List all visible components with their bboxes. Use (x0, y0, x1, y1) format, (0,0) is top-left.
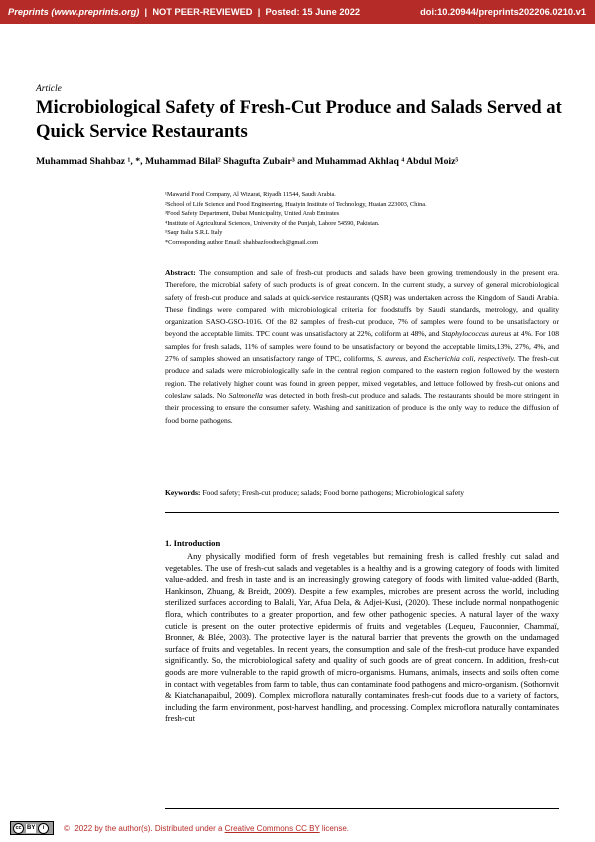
abstract-label: Abstract: (165, 268, 196, 277)
banner-info (8, 7, 360, 17)
abstract-text: The fresh-cut produce and salads were microbiologically safe in the central region compared to the eastern region followed by the western region. The relatively higher count was found in green pepper, mixed vegetables, and lettuce followed by fresh-cut onions and coleslaw salads. No (165, 354, 559, 400)
creative-commons-icon: cc (13, 823, 24, 834)
abstract-text: , and (405, 354, 424, 364)
review-status: NOT PEER-REVIEWED (152, 7, 253, 17)
doi-link[interactable]: doi:10.20944/preprints202206.0210.v1 (420, 7, 586, 17)
section-heading-introduction: 1. Introduction (165, 538, 221, 548)
abstract-text: at 4%. For 108 samples for fresh salads, 11% of samples were found to be unsatisfactory or beyond the acceptable limits,13%, 27%, 4%, and 27% of samples showed an unsatisfactory range of TPC, coliforms, (165, 329, 559, 364)
affiliation-item: ³Food Safety Department, Dubai Municipality, United Arab Emirates (165, 210, 340, 218)
cc-by-label: BY (27, 825, 36, 831)
banner-separator: | (139, 7, 153, 17)
affiliations (165, 190, 427, 248)
cc-by-badge[interactable] (10, 821, 54, 835)
keywords-text: Food safety; Fresh-cut produce; salads; Food borne pathogens; Microbiological safety (200, 488, 465, 497)
article-type: Article (36, 84, 62, 94)
author-list: Muhammad Shahbaz ¹, *, Muhammad Bilal² Shagufta Zubair³ and Muhammad Akhlaq ⁴ Abdul Moiz⁵ (36, 156, 459, 167)
preprint-banner (0, 0, 595, 24)
corresponding-author: *Corresponding author Email: shahbazfoodtech@gmail.com (165, 238, 319, 246)
affiliation-item: ¹Mawarid Food Company, Al Wizarat, Riyadh 11544, Saudi Arabia. (165, 191, 336, 198)
keywords (165, 488, 559, 497)
footer-divider (165, 808, 559, 809)
abstract-text: was detected in both fresh-cut produce and salads. The restaurants should be more stringent in their processing to ensure the consumer safety. Washing and sanitization of produce is the only way to reduce the diffusion of food borne pathogens. (165, 390, 560, 425)
affiliation-item: ⁴Institute of Agricultural Sciences, University of the Punjab, Lahore 54590, Pakistan. (165, 219, 380, 227)
abstract-species: Staphylococcus aureus (441, 329, 512, 339)
license-prefix: © 2022 by the author(s). Distributed under a (64, 824, 225, 833)
paper-title: Microbiological Safety of Fresh-Cut Produce and Salads Served at Quick Service Restaurants (36, 97, 562, 142)
license-suffix: license. (319, 824, 350, 833)
introduction-paragraph (165, 551, 559, 725)
abstract (165, 267, 559, 427)
license-footer (8, 821, 588, 835)
section-divider (165, 512, 559, 513)
abstract-species: Escherichia coli, respectively. (423, 354, 516, 364)
banner-separator: | (252, 7, 266, 17)
posted-date: Posted: 15 June 2022 (265, 7, 361, 17)
attribution-icon: i (38, 823, 49, 834)
abstract-species: Salmonella (228, 390, 263, 400)
abstract-species: S. aureus (377, 354, 406, 364)
affiliation-item: ²School of Life Science and Food Engineering, Huaiyin Institute of Technology, Huaian 223003, China. (165, 200, 427, 208)
cc-by-link[interactable]: Creative Commons CC BY (224, 824, 320, 833)
license-text (64, 824, 349, 833)
affiliation-item: ⁵Saqr Italia S.R.L Italy (165, 229, 223, 237)
preprints-link[interactable]: Preprints (www.preprints.org) (8, 7, 140, 17)
keywords-label: Keywords: (165, 488, 201, 497)
introduction-text: Any physically modified form of fresh vegetables but remaining fresh is called freshly cut salad and vegetables. The use of fresh-cut salads and vegetables is a healthy and is a growing category of foods with limited value-added. and fresh in taste and is an increasingly growing category of foods with limited value-added (Barth, Hankinson, Zhuang, & Breidt, 2009). Despite a few examples, microbes are present across the world, including sterilized surfaces according to Balali, Yar, Afua Dela, & Adjei-Kusi, (2020). These include normal nonpathogenic flora, which contributes to a greater proportion, and few other pathogenic species. A natural layer of the waxy cuticle is present on the outer protective epidermis of fruits and vegetables (Lequeu, Fauconnier, Chammaï, Bronner, & Blée, 2003). The protective layer is the natural barrier that prevents the growth on the undamaged surface of fruits and vegetables. In recent years, the consumption and sale of the fresh-cut produce have expanded significantly. So, the microbiological safety and quality of such goods are of great concern. In addition, fresh-cut goods are more vulnerable to the rapid growth of micro-organisms. Humans, animals, insects and soils often come in contact with vegetables from farm to table, thus can contaminate food pathogens and micro-organism. (Sothornvit & Kiatchanapaibul, 2009). Complex microflora naturally contaminates fresh-cut foods due to a variety of factors, including the farm environment, post-harvest handling, and processing. Complex microflora naturally contaminates fresh-cut (165, 551, 559, 724)
abstract-text: The consumption and sale of fresh-cut products and salads have been growing tremendously in the present era. Therefore, the microbial safety of such products is of great concern. In the current study, a survey of general microbiological safety of fresh-cut produce and salads at quick-service restaurants (QSR) was undertaken across the Kingdom of Saudi Arabia. These findings were compared with microbiological criteria for foodstuffs by Saudi standards, metrology, and quality organization SASO-GSO-1016. Of the 82 samples of fresh-cut produce, 7% of samples were found to be unsatisfactory or beyond the acceptable limits. TPC count was unsatisfactory at 22%, coliform at 48%, and (165, 268, 559, 339)
